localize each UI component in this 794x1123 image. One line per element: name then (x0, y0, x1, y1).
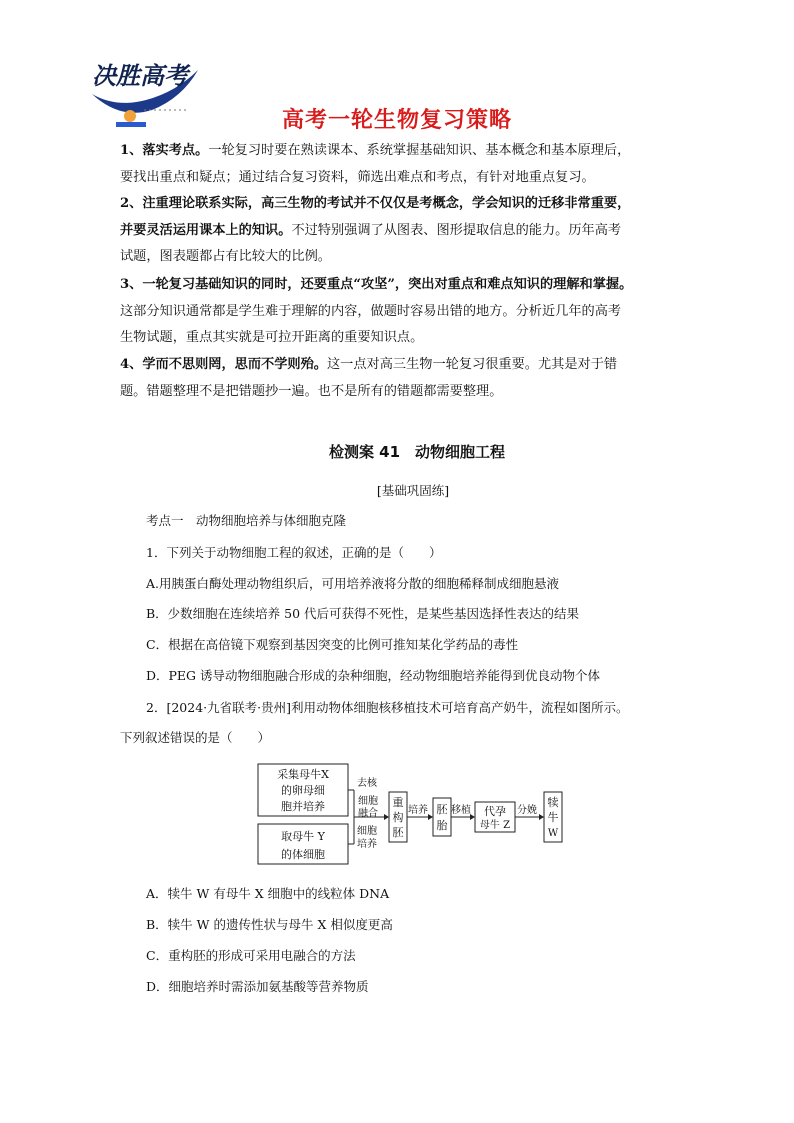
strategy-2-bold-1: 高三生物的考试并不仅仅是考概念，学会知识的迁移非常重要， (261, 196, 631, 211)
box-surrogate-line-1: 代孕 (484, 805, 506, 818)
q2-stem-line-2: 下列叙述错误的是（ ） (120, 730, 271, 745)
q2-option-d: D．细胞培养时需添加氨基酸等营养物质 (146, 979, 369, 994)
label-fusion-2: 融合 (358, 808, 378, 819)
box-pei-char-1: 胚 (436, 803, 448, 816)
strategy-4 (120, 352, 688, 405)
strategy-1-heading: 1、落实考点。 (120, 143, 209, 158)
strategy-1 (120, 138, 688, 191)
label-fusion-1: 细胞 (358, 796, 378, 807)
strategy-4-heading: 4、学而不思则罔，思而不学则殆。 (120, 357, 327, 372)
strategy-2 (120, 191, 688, 271)
box-cow-y-line-1: 取母牛 Y (281, 830, 325, 843)
section-title: 检测案 41 动物细胞工程 (328, 443, 506, 461)
q1-option-b: B．少数细胞在连续培养 50 代后可获得不死性，是某些基因选择性表达的结果 (146, 606, 580, 621)
strategy-2-line-2: 试题，图表题都占有比较大的比例。 (120, 249, 331, 264)
strategy-3 (120, 272, 688, 352)
strategy-4-line-1: 这一点对高三生物一轮复习很重要。尤其是对于错 (327, 357, 618, 372)
box-cow-x-line-1: 采集母牛X (277, 768, 329, 781)
strategy-3-line-1: 这部分知识通常都是学生难于理解的内容，做题时容易出错的地方。分析近几年的高考 (120, 303, 622, 319)
box-embryo-char-3: 胚 (392, 826, 404, 839)
section-subtitle: [基础巩固练] (376, 483, 450, 498)
label-cell-culture-2: 培养 (357, 839, 377, 850)
q1-option-c: C．根据在高倍镜下观察到基因突变的比例可推知某化学药品的毒性 (146, 637, 519, 652)
strategy-1-line-1: 一轮复习时要在熟读课本、系统掌握基础知识、基本概念和基本原理后， (208, 143, 631, 158)
label-enucleate: 去核 (357, 778, 377, 789)
label-cell-culture-1: 细胞 (357, 826, 377, 837)
q2-option-c: C．重构胚的形成可采用电融合的方法 (146, 948, 356, 963)
topic-heading: 考点一 动物细胞培养与体细胞克隆 (146, 513, 347, 528)
box-calf-char-2: 牛 (547, 811, 559, 824)
q2-option-a: A．犊牛 W 有母牛 X 细胞中的线粒体 DNA (146, 886, 390, 901)
logo-text: 决胜高考 (92, 61, 188, 90)
strategy-4-line-2: 题。错题整理不是把错题抄一遍。也不是所有的错题都需要整理。 (120, 383, 503, 399)
strategy-3-heading: 3、一轮复习基础知识的同时，还要重点“攻坚”，突出对重点和难点知识的理解和掌握。 (120, 277, 633, 292)
label-cultivate: 培养 (408, 805, 428, 816)
strategy-2-heading: 2、注重理论联系实际， (120, 196, 262, 211)
strategy-2-bold-2: 并要灵活运用课本上的知识。 (120, 222, 292, 238)
box-calf-char-1: 犊 (547, 796, 559, 809)
strategy-1-line-2: 要找出重点和疑点；通过结合复习资料，筛选出难点和考点，有针对地重点复习。 (120, 169, 595, 185)
box-embryo-char-2: 构 (392, 811, 404, 824)
box-embryo-char-1: 重 (392, 796, 404, 809)
strategy-2-line-1: 不过特别强调了从图表、图形提取信息的能力。历年高考 (291, 222, 622, 238)
q2-stem-line-1: 2．[2024·九省联考·贵州]利用动物体细胞核移植技术可培育高产奶牛，流程如图所示。 (146, 700, 629, 715)
box-pei-char-2: 胎 (436, 819, 448, 832)
label-transfer: 移植 (451, 805, 471, 816)
box-cow-x-line-2: 的卵母细 (281, 784, 325, 797)
q2-option-b: B．犊牛 W 的遗传性状与母牛 X 相似度更高 (146, 917, 393, 932)
label-birth: 分娩 (517, 805, 537, 816)
q1-option-a: A.用胰蛋白酶处理动物组织后，可用培养液将分散的细胞稀释制成细胞悬液 (146, 576, 560, 591)
box-surrogate-line-2: 母牛 Z (479, 820, 511, 831)
strategy-3-line-2: 生物试题，重点其实就是可拉开距离的重要知识点。 (120, 330, 424, 345)
q1-option-d: D．PEG 诱导动物细胞融合形成的杂种细胞，经动物细胞培养能得到优良动物个体 (146, 668, 601, 683)
box-calf-char-3: W (547, 828, 559, 839)
page-title: 高考一轮生物复习策略 (281, 108, 512, 133)
q1-stem: 1．下列关于动物细胞工程的叙述，正确的是（ ） (146, 545, 442, 560)
flow-diagram (256, 762, 566, 866)
box-cow-x-line-3: 胞并培养 (281, 800, 325, 813)
box-cow-y-line-2: 的体细胞 (281, 848, 325, 861)
